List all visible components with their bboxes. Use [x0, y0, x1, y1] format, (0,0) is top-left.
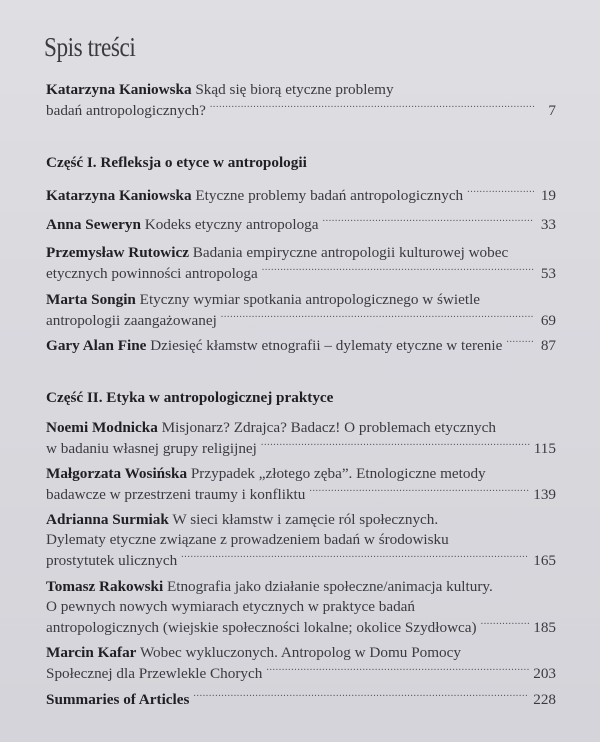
entry-title-line: badań antropologicznych?	[46, 102, 206, 120]
toc-entry[interactable]	[46, 418, 556, 459]
entry-author: Marcin Kafar	[46, 644, 137, 661]
entry-title-line: Dylematy etyczne związane z prowadzeniem badań w środowisku	[46, 531, 449, 548]
dot-leader	[506, 335, 534, 350]
entry-page-number: 115	[533, 440, 556, 458]
entry-page-number: 53	[540, 265, 556, 283]
entry-page-number: 165	[533, 552, 556, 570]
dot-leader	[193, 689, 529, 704]
toc-entry[interactable]	[46, 577, 556, 638]
toc-intro	[46, 80, 556, 121]
entry-author: Katarzyna Kaniowska	[46, 187, 192, 205]
entry-author: Katarzyna Kaniowska	[46, 81, 192, 98]
entry-title-line: Kodeks etyczny antropologa	[144, 216, 319, 234]
toc-entry-2-3	[46, 577, 556, 638]
toc-summaries	[46, 689, 556, 710]
entry-page-number: 19	[540, 187, 556, 205]
entry-page-number: 33	[540, 216, 556, 234]
toc-entry-1-0	[46, 185, 556, 206]
toc-entry-2-1	[46, 464, 556, 505]
dot-leader	[181, 550, 529, 565]
dot-leader	[309, 484, 529, 499]
entry-title-line: antropologicznych (wiejskie społeczności lokalne; okolice Szydłowca)	[46, 619, 477, 637]
entry-page-number: 203	[533, 665, 556, 683]
entry-title-line: etycznych powinności antropologa	[46, 265, 258, 283]
entry-page-number: 87	[540, 337, 556, 355]
toc-entry[interactable]	[46, 185, 556, 206]
dot-leader	[467, 185, 534, 200]
toc-entry-1-4	[46, 335, 556, 356]
toc-entry-1-2	[46, 243, 556, 284]
entry-title-line: w badaniu własnej grupy religijnej	[46, 440, 257, 458]
entry-title-line: antropologii zaangażowanej	[46, 312, 217, 330]
entry-title-line: Etyczny wymiar spotkania antropologicznego w świetle	[139, 291, 481, 308]
toc-entry-1-1	[46, 214, 556, 235]
dot-leader	[210, 100, 534, 115]
toc-entry[interactable]	[46, 243, 556, 284]
entry-title-line: Dziesięć kłamstw etnografii – dylematy etyczne w terenie	[150, 337, 503, 355]
dot-leader	[266, 663, 529, 678]
toc-entry-2-0	[46, 418, 556, 459]
entry-author: Adrianna Surmiak	[46, 511, 169, 528]
entry-page-number: 139	[533, 486, 556, 504]
entry-page-number: 7	[548, 102, 556, 120]
dot-leader	[262, 263, 534, 278]
entry-author: Anna Seweryn	[46, 216, 141, 234]
toc-entry[interactable]	[46, 214, 556, 235]
entry-title-line: Badania empiryczne antropologii kulturowej wobec	[192, 244, 509, 261]
entry-title-line: badawcze w przestrzeni traumy i konfliktu	[46, 486, 306, 504]
toc-entry[interactable]	[46, 290, 556, 331]
toc-entry[interactable]	[46, 689, 556, 710]
entry-page-number: 185	[533, 619, 556, 637]
toc-part-1	[46, 154, 556, 172]
toc-entry[interactable]	[46, 643, 556, 684]
entry-author: Przemysław Rutowicz	[46, 244, 189, 261]
entry-author: Marta Songin	[46, 291, 136, 308]
dot-leader	[221, 310, 534, 325]
entry-title-line: Wobec wykluczonych. Antropolog w Domu Pomocy	[139, 644, 461, 661]
toc-entry[interactable]	[46, 335, 556, 356]
entry-author: Noemi Modnicka	[46, 419, 158, 436]
part-heading: Część II. Etyka w antropologicznej praktyce	[46, 389, 334, 406]
entry-page-number: 228	[533, 691, 556, 709]
entry-title-line: Przypadek „złotego zęba”. Etnologiczne metody	[190, 465, 486, 482]
entry-title-line: prostytutek ulicznych	[46, 552, 178, 570]
dot-leader	[261, 438, 530, 453]
entry-title-line: O pewnych nowych wymiarach etycznych w praktyce badań	[46, 598, 415, 615]
entry-title-line: Etyczne problemy badań antropologicznych	[195, 187, 464, 205]
entry-author: Tomasz Rakowski	[46, 578, 164, 595]
toc-entry-2-2	[46, 510, 556, 571]
page-title: Spis treści	[44, 32, 136, 62]
entry-title-line: Społecznej dla Przewlekle Chorych	[46, 665, 263, 683]
toc-entry[interactable]	[46, 464, 556, 505]
toc-part-2	[46, 389, 556, 407]
entry-page-number: 69	[540, 312, 556, 330]
entry-title-line: Etnografia jako działanie społeczne/animacja kultury.	[166, 578, 493, 595]
dot-leader	[323, 214, 535, 229]
entry-title-line: W sieci kłamstw i zamęcie ról społecznych.	[172, 511, 439, 528]
dot-leader	[481, 617, 530, 632]
entry-author: Gary Alan Fine	[46, 337, 147, 355]
entry-author: Małgorzata Wosińska	[46, 465, 188, 482]
toc-entry-1-3	[46, 290, 556, 331]
summaries-label: Summaries of Articles	[46, 691, 190, 709]
part-heading: Część I. Refleksja o etyce w antropologii	[46, 154, 307, 171]
entry-title-line: Skąd się biorą etyczne problemy	[195, 81, 394, 98]
entry-title-line: Misjonarz? Zdrajca? Badacz! O problemach etycznych	[161, 419, 496, 436]
toc-entry[interactable]	[46, 510, 556, 571]
toc-entry-2-4	[46, 643, 556, 684]
toc-entry[interactable]	[46, 80, 556, 121]
